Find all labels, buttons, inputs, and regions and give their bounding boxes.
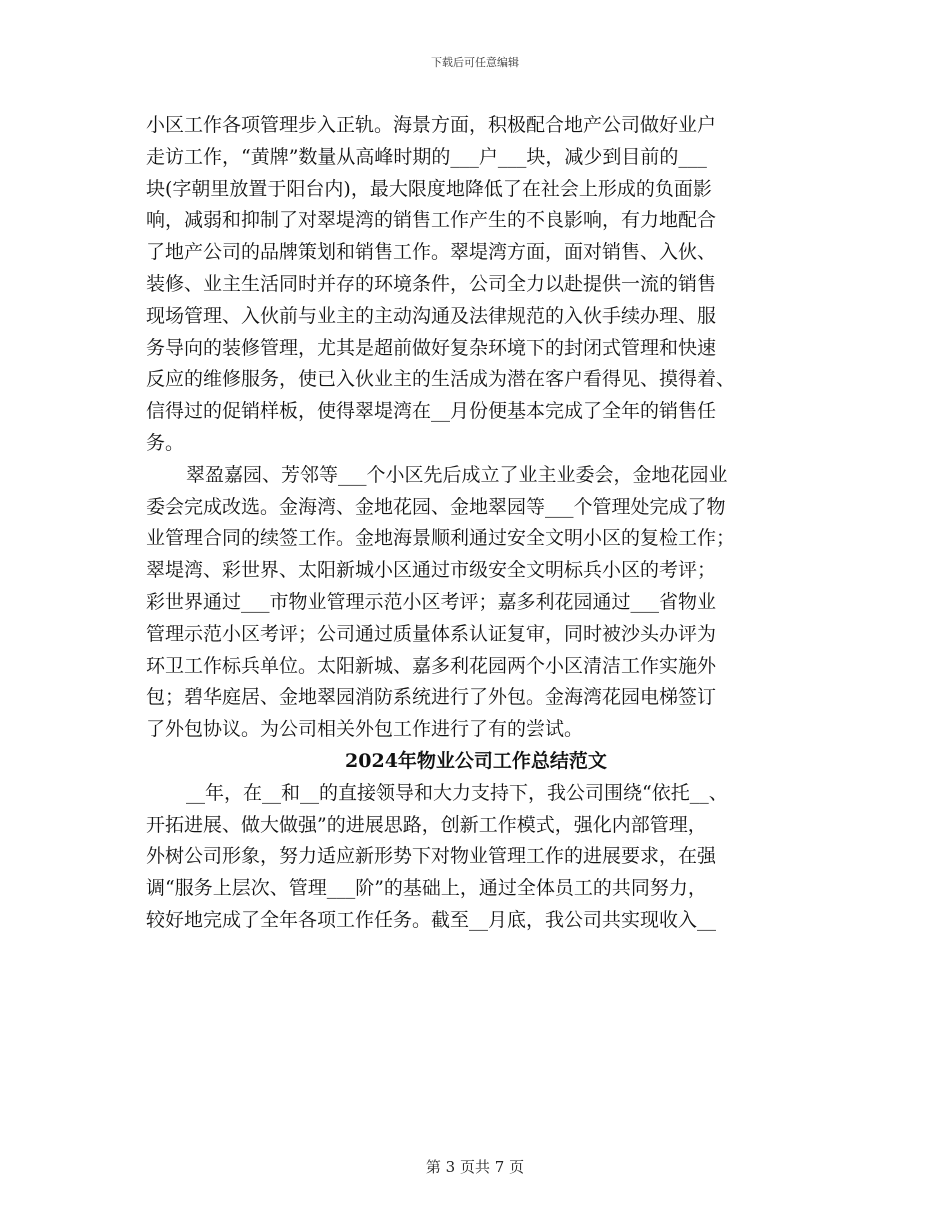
text-line: __年，在__和__的直接领导和大力支持下，我公司围绕“依托__、 xyxy=(186,781,728,804)
text-line: 翠堤湾、彩世界、太阳新城小区通过市级安全文明标兵小区的考评； xyxy=(146,559,717,582)
section-title: 2024年物业公司工作总结范文 xyxy=(345,749,607,772)
text-line: 响，减弱和抑制了对翠堤湾的销售工作产生的不良影响，有力地配合 xyxy=(146,209,717,232)
text-line: 小区工作各项管理步入正轨。海景方面，积极配合地产公司做好业户 xyxy=(146,114,717,136)
text-line: 委会完成改选。金海湾、金地花园、金地翠园等___个管理处完成了物 xyxy=(146,495,726,518)
page-footer: 第 3 页共 7 页 xyxy=(425,1158,525,1176)
text-line: 较好地完成了全年各项工作任务。截至__月底，我公司共实现收入__ xyxy=(146,908,717,931)
text-line: 务。 xyxy=(146,431,185,454)
text-line: 翠盈嘉园、芳邻等___个小区先后成立了业主业委会，金地花园业 xyxy=(186,463,728,486)
text-line: 调“服务上层次、管理___阶”的基础上，通过全体员工的共同努力， xyxy=(146,877,707,900)
text-line: 管理示范小区考评；公司通过质量体系认证复审，同时被沙头办评为 xyxy=(146,622,717,645)
document-body xyxy=(146,110,806,937)
text-line: 务导向的装修管理，尤其是超前做好复杂环境下的封闭式管理和快速 xyxy=(146,336,717,359)
text-line: 了外包协议。为公司相关外包工作进行了有的尝试。 xyxy=(146,718,584,741)
text-line: 现场管理、入伙前与业主的主动沟通及法律规范的入伙手续办理、服 xyxy=(146,304,717,327)
text-line: 块(字朝里放置于阳台内)，最大限度地降低了在社会上形成的负面影 xyxy=(146,177,712,200)
text-line: 彩世界通过___市物业管理示范小区考评；嘉多利花园通过___省物业 xyxy=(146,590,717,613)
text-line: 开拓进展、做大做强”的进展思路，创新工作模式，强化内部管理， xyxy=(146,813,707,836)
text-line: 业管理合同的续签工作。金地海景顺利通过安全文明小区的复检工作； xyxy=(146,527,736,550)
paragraph-3 xyxy=(146,778,806,937)
page-header: 下载后可任意编辑 xyxy=(431,56,519,69)
text-line: 走访工作，“黄牌”数量从高峰时期的___户___块，减少到目前的___ xyxy=(146,145,707,168)
text-line: 装修、业主生活同时并存的环境条件，公司全力以赴提供一流的销售 xyxy=(146,272,717,295)
text-line: 了地产公司的品牌策划和销售工作。翠堤湾方面，面对销售、入伙、 xyxy=(146,241,717,264)
paragraph-1 xyxy=(146,110,806,460)
paragraph-2 xyxy=(146,460,806,746)
text-line: 包；碧华庭居、金地翠园消防系统进行了外包。金海湾花园电梯签订 xyxy=(146,686,717,709)
text-line: 外树公司形象，努力适应新形势下对物业管理工作的进展要求，在强 xyxy=(146,845,717,868)
text-line: 信得过的促销样板，使得翠堤湾在__月份便基本完成了全年的销售任 xyxy=(146,400,717,423)
text-line: 反应的维修服务，使已入伙业主的生活成为潜在客户看得见、摸得着、 xyxy=(146,368,736,391)
text-line: 环卫工作标兵单位。太阳新城、嘉多利花园两个小区清洁工作实施外 xyxy=(146,654,717,677)
